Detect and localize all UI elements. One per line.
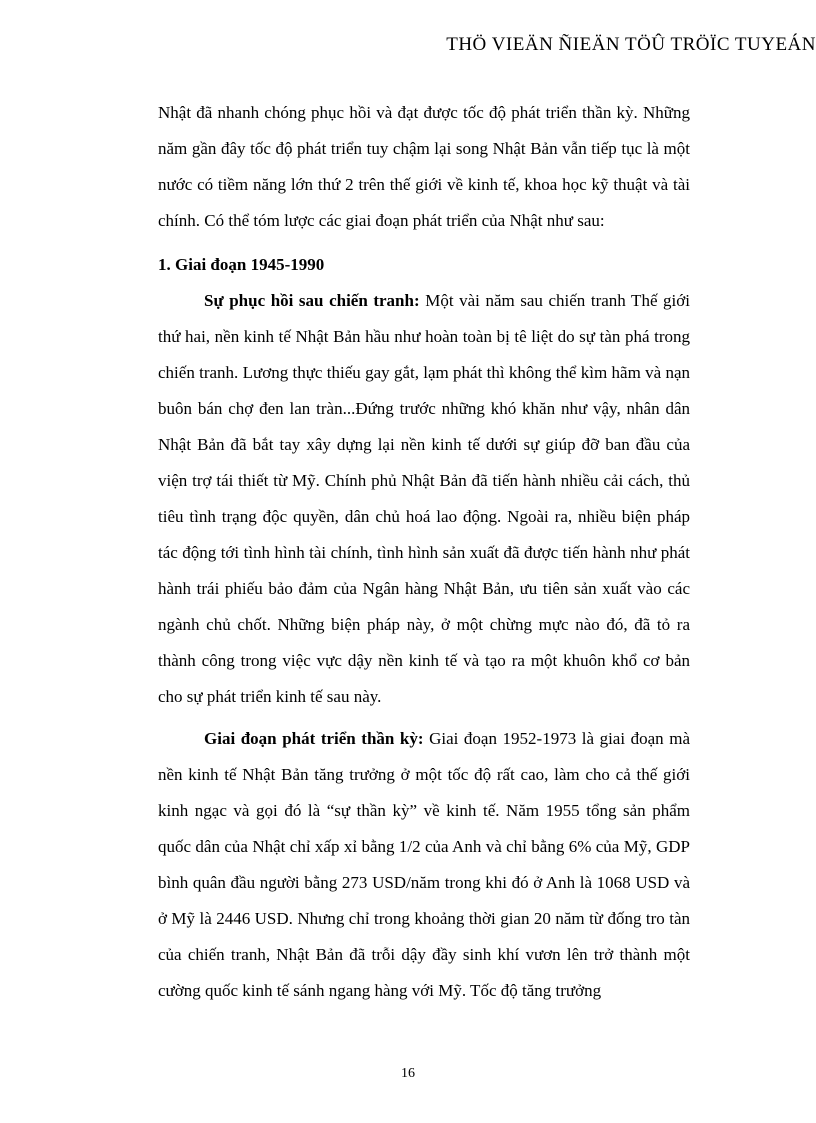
document-body [158, 95, 690, 1009]
paragraph-text: Một vài năm sau chiến tranh Thế giới thứ hai, nền kinh tế Nhật Bản hầu như hoàn toàn bị tê liệt do sự tàn phá trong chiến tranh. Lương thực thiếu gay gắt, lạm phát thì không thể kìm hãm và nạn buôn bán chợ đen lan tràn...Đứng trước những khó khăn như vậy, nhân dân Nhật Bản đã bắt tay xây dựng lại nền kinh tế dưới sự giúp đỡ ban đầu của viện trợ tái thiết từ Mỹ. Chính phủ Nhật Bản đã tiến hành nhiều cải cách, thủ tiêu tình trạng độc quyền, dân chủ hoá lao động. Ngoài ra, nhiều biện pháp tác động tới tình hình tài chính, tình hình sản xuất đã được tiến hành như phát hành trái phiếu bảo đảm của Ngân hàng Nhật Bản, ưu tiên sản xuất vào các ngành chủ chốt. Những biện pháp này, ở một chừng mực nào đó, đã tỏ ra thành công trong việc vực dậy nền kinh tế và tạo ra một khuôn khổ cơ bản cho sự phát triển kinh tế sau này. [158, 291, 690, 706]
paragraph-miracle [158, 721, 690, 1009]
intro-paragraph: Nhật đã nhanh chóng phục hồi và đạt được tốc độ phát triển thần kỳ. Những năm gần đây tốc độ phát triển tuy chậm lại song Nhật Bản vẫn tiếp tục là một nước có tiềm năng lớn thứ 2 trên thế giới về kinh tế, khoa học kỹ thuật và tài chính. Có thể tóm lược các giai đoạn phát triển của Nhật như sau: [158, 103, 690, 230]
page-header: THÖ VIEÄN ÑIEÄN TÖÛ TRÖÏC TUYEÁN [446, 34, 816, 55]
page-number: 16 [401, 1066, 415, 1081]
section-heading: 1. Giai đoạn 1945-1990 [158, 255, 325, 274]
paragraph-lead: Giai đoạn phát triển thần kỳ: [204, 729, 424, 748]
paragraph-recovery [158, 283, 690, 715]
paragraph-lead: Sự phục hồi sau chiến tranh: [204, 291, 420, 310]
paragraph-text: Giai đoạn 1952-1973 là giai đoạn mà nền kinh tế Nhật Bản tăng trưởng ở một tốc độ rất cao, làm cho cả thế giới kinh ngạc và gọi đó là “sự thần kỳ” về kinh tế. Năm 1955 tổng sản phẩm quốc dân của Nhật chỉ xấp xỉ bằng 1/2 của Anh và chỉ bằng 6% của Mỹ, GDP bình quân đầu người bằng 273 USD/năm trong khi đó ở Anh là 1068 USD và ở Mỹ là 2446 USD. Nhưng chỉ trong khoảng thời gian 20 năm từ đống tro tàn của chiến tranh, Nhật Bản đã trỗi dậy đầy sinh khí vươn lên trở thành một cường quốc kinh tế sánh ngang hàng với Mỹ. Tốc độ tăng trưởng [158, 729, 690, 1000]
